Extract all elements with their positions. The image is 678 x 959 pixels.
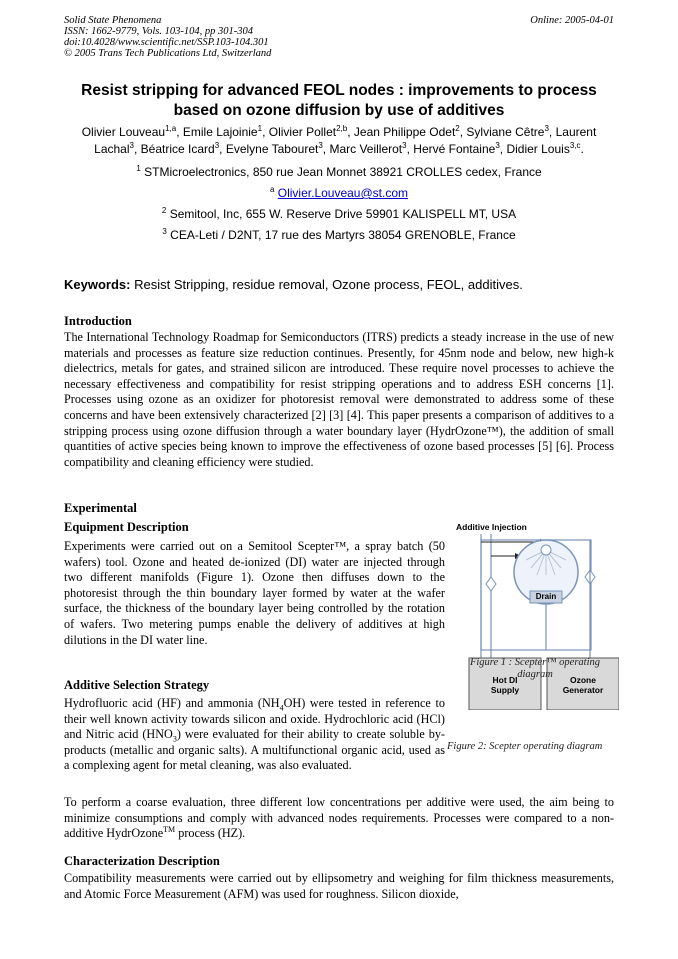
journal-name: Solid State Phenomena <box>64 15 162 26</box>
intro-paragraph: The International Technology Roadmap for Semiconductors (ITRS) predicts a steady increase in the use of new materials and processes as feature size reduction continues. Presently, for 45nm node and below, new high-k dielectrics, metals for gates, and strained silicon are introduced. These require novel processes to achieve the necessary effectiveness and compatibility for resist stripping operations and to address ESH concerns [1]. Processes using ozone as an oxidizer for photoresist removal were demonstrated to address some of these concerns and have been extensively characterized [2] [3] [4]. This paper presents a comparison of additives to a stripping process using ozone diffusion through a water boundary layer (HydrOzone™), the addition of small quantities of active species being known to improve the effectiveness of ozone based processes [5] [6]. Process compatibility and cleaning efficiency were studied. <box>64 330 614 469</box>
affiliation: $^3$ CEA-Leti / D2NT, 17 rue des Martyrs 38054 GRENOBLE, France <box>162 227 516 242</box>
equipment-paragraph: Experiments were carried out on a Semitool Scepter™, a spray batch (50 wafers) tool. Ozone and heated de-ionized (DI) water are injected through two different manifolds (Figure 1). Ozone then diffuses down to the photoresist through the thin boundary layer formed by water at the wafer surface, the thickness of the boundary layer being controlled by the rotation of wafers. Two metering pumps enable the delivery of additives at high dilutions in the DI water line. <box>64 539 445 647</box>
author: Didier Louis$^{3,c}$ <box>506 141 581 156</box>
affiliation-email: $^a$ Olivier.Louveau@st.com <box>269 185 409 200</box>
affiliation: $^2$ Semitool, Inc, 655 W. Reserve Drive 59901 KALISPELL MT, USA <box>161 206 517 221</box>
journal-header <box>64 15 271 59</box>
characterization-paragraph: Compatibility measurements were carried out by ellipsometry and weighing for film thickness measurements, and Atomic Force Measurement (AFM) was used for roughness. Silicon dioxide, <box>64 871 614 901</box>
author-list: Olivier Louveau$^{1,a}$, Emile Lajoinie$^1$, Olivier Pollet$^{2,b}$, Jean Philippe Odet$^2$, Sylviane Cêtre$^3$, Laurent Lachal$^3$, Béatrice Icard$^3$, Evelyne Tabouret$^3$, Marc Veillerot$^3$, Hervé Fontaine$^3$, Didier Louis$^{3,c}$. <box>81 124 597 156</box>
author: Sylviane Cêtre$^3$ <box>466 124 549 139</box>
author: Marc Veillerot$^3$ <box>329 141 407 156</box>
author: Hervé Fontaine$^3$ <box>413 141 500 156</box>
hot-di-label: Hot DI Supply <box>490 675 520 695</box>
drain-label: Drain <box>535 592 557 601</box>
author: Béatrice Icard$^3$ <box>140 141 220 156</box>
additive-paragraph: Hydrofluoric acid (HF) and ammonia $(NH_4OH)$ were tested in reference to their well known activity towards silicon and oxide. Hydrochloric acid (HCl) and Nitric acid $(HNO_3)$ were evaluated for their ability to create soluble by-products (metallic and organic salts). A multifunctional organic acid, used as a complexing agent for metal cleaning, was also evaluated. <box>64 696 445 773</box>
equipment-heading: Equipment Description <box>64 520 189 534</box>
keywords: Keywords: Resist Stripping, residue removal, Ozone process, FEOL, additives. <box>64 277 523 292</box>
author: Olivier Pollet$^{2,b}$ <box>268 124 348 139</box>
doi: doi:10.4028/www.scientific.net/SSP.103-104.301 <box>64 37 269 48</box>
author: Laurent Lachal$^3$ <box>94 125 597 156</box>
additive-heading: Additive Selection Strategy <box>64 678 210 692</box>
additive-injection-label: Additive Injection <box>456 522 527 532</box>
affiliation: $^1$ STMicroelectronics, 850 rue Jean Monnet 38921 CROLLES cedex, France <box>136 164 542 179</box>
issn: ISSN: 1662-9779, Vols. 103-104, pp 301-304 <box>64 26 253 37</box>
online-date: Online: 2005-04-01 <box>530 15 614 26</box>
experimental-heading: Experimental <box>64 501 137 515</box>
author: Olivier Louveau$^{1,a}$ <box>81 124 177 139</box>
scepter-diagram <box>451 520 619 715</box>
characterization-heading: Characterization Description <box>64 854 220 868</box>
ozone-generator-label: Ozone Generator <box>562 675 604 695</box>
paper-title: Resist stripping for advanced FEOL nodes : improvements to process based on ozone diffusion by use of additives <box>81 82 597 119</box>
intro-heading: Introduction <box>64 314 132 328</box>
author: Jean Philippe Odet$^2$ <box>353 124 460 139</box>
figure-2-caption: Figure 2: Scepter operating diagram <box>447 741 603 752</box>
figure-1-caption: Figure 1 : Scepter™ operating diagram <box>469 657 601 680</box>
author: Emile Lajoinie$^1$ <box>182 124 263 139</box>
author: Evelyne Tabouret$^3$ <box>225 141 323 156</box>
coarse-evaluation-paragraph: To perform a coarse evaluation, three different low concentrations per additive were used, the aim being to minimize consumptions and comply with advanced nodes requirements. Processes were compared to a non-additive HydrOzone™ process (HZ). <box>64 795 614 841</box>
copyright: © 2005 Trans Tech Publications Ltd, Switzerland <box>64 48 272 59</box>
email-link[interactable]: Olivier.Louveau@st.com <box>277 186 409 200</box>
